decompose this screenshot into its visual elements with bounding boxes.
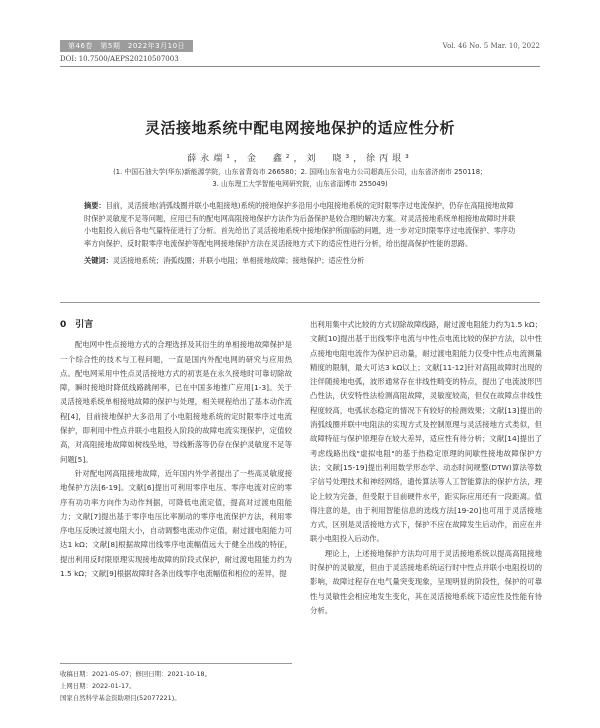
affiliation-line-1: (1. 中国石油大学(华东)新能源学院，山东省青岛市 266580；2. 国网山东省电力公司超高压公司，山东省济南市 250118； bbox=[113, 168, 487, 176]
abstract-divider bbox=[60, 302, 540, 303]
abstract-label: 摘要： bbox=[84, 201, 106, 210]
body-paragraph: 出利用集中式比较的方式切除故障线路，耐过渡电阻能力约为1.5 kΩ；文献[10]提出基于出线零序电流与中性点电流比较的保护方法，以中性点接地电阻电流作为保护启动量，耐过渡电阻能力仅受中性点电流测量精度的限制，最大可达3 kΩ以上；文献[11-12]针对高阻故障时出现的注伴随接地电弧，波形通常存在非线性畸变的特点，提出了电流波形凹凸性法，伏安特性法检测高阻故障，灵敏度较高，但仅在故障点非线性程度较高，电弧状态稳定的情况下有较好的检测效果；文献[13]提出的消弧线圈并联中电阻法的实现方式及控制原理与灵活接地方式类似，但故障特征与保护原理存在较大差异，适应性有待分析；文献[14]提出了考虑线路出线"虚拟电阻"的基于热稳定原理的间歇性接地故障保护方法；文献[15-19]提出利用数学形态学、动态时间规整(DTW)算法等数字信号处理技术和神经网络，遗传算法等人工智能算法的保护方法，理论上较为完备，但受限于目前硬件水平，距实际应用还有一段距离。值得注意的是，由于利用智能信息的选线方法[19-20]也可用于灵活接地方式，区别是灵活接地方式下，保护不应在故障发生后动作，而应在并联小电阻投入后动作。 bbox=[310, 320, 542, 544]
keywords-text: 灵活接地系统；消弧线圈；并联小电阻；单相接地故障；接地保护；适应性分析 bbox=[112, 256, 365, 266]
journal-header bbox=[60, 40, 540, 52]
body-paragraph: 针对配电网高阻接地故障，近年国内外学者提出了一些高灵敏度接地保护方法[6-19]。文献[6]提出可利用零序电压、零序电流对应的零序有功功率方向作为动作判据，可降低电流定值，提高对过渡电阻能力；文献[7]提出基于零序电压比率制动的零序电流保护方法，利用零序电压反映过渡电阻大小，自动调整电流动作定值，耐过渡电阻能力可达1 kΩ；文献[8]根据故障出线零序电流幅值远大于健全出线的特征，提出利用反时限原理实现接地故障的阶段式保护，耐过渡电阻能力约为1.5 kΩ；文献[9]根据故障时各条出线零序电流幅值和相位的差异，提 bbox=[60, 468, 292, 579]
doi[interactable]: DOI: 10.7500/AEPS20210507003 bbox=[60, 55, 179, 63]
section-heading: 0 引言 bbox=[60, 320, 94, 330]
footnote-received: 收稿日期：2021-05-07；修回日期：2021-10-18。 bbox=[60, 670, 211, 678]
paper-title: 灵活接地系统中配电网接地保护的适应性分析 bbox=[144, 119, 455, 137]
keywords-label: 关键词： bbox=[84, 256, 113, 266]
body-paragraph: 理论上，上述接地保护方法均可用于灵活接地系统以提高高阻接地时保护的灵敏度，但由于灵活接地系统运行时中性点并联小电阻投切的影响，故障过程存在电气量突变现象，呈现明显的阶段性，保护的可靠性与灵敏性会相应地发生变化，其在灵活接地系统下适应性及性能有待分析。 bbox=[310, 548, 542, 615]
body-paragraph: 配电网中性点接地方式的合理选择及其衍生的单相接地故障保护是一个综合性的技术与工程问题，一直是国内外配电网的研究与应用热点。配电网采用中性点灵活接地方式的初衷是在永久接地时可靠切除故障，瞬时接地时降低线路跳闸率，已在中国多地推广应用[1-3]。关于灵活接地系统单相接地故障的保护与处理，相关规程给出了基本动作流程[4]，目前接地保护大多沿用了小电阻接地系统的定时限零序过电流保护，即利用中性点并联小电阻投入阶段的故障电流实现保护，定值较高，对高阻接地故障如树线坠地，导线断落等仍存在保护灵敏度不足等问题[5]。 bbox=[60, 340, 292, 464]
abstract-text: 目前，灵活接地(消弧线圈并联小电阻接地)系统的接地保护多沿用小电阻接地系统的定时限零序过电流保护，仍存在高阻接地故障时保护灵敏度不足等问题，应用已有的配电网高阻接地保护方法作为后备保护是较合理的解决方案。对灵活接地系统单相接地故障时并联小电阻投入前后各电气量特征进行了分析。首先给出了灵活接地系统中接地保护所面临的问题，进一步对定时限零序过电流保护、零序功率方向保护、反时限零序电流保护等配电网接地保护方法在灵活接地方式下的适应性进行分析，给出提高保护性能的思路。 bbox=[84, 201, 516, 248]
author-list: 薛永端¹，金 鑫²，刘 晓³，徐丙垠³ bbox=[187, 154, 413, 164]
left-column bbox=[60, 318, 292, 581]
footnote-funding: 国家自然科学基金资助项目(52077221)。 bbox=[60, 693, 181, 702]
right-column bbox=[310, 318, 542, 618]
keywords bbox=[84, 255, 520, 268]
footnote-online: 上网日期：2022-01-17。 bbox=[60, 681, 136, 690]
abstract bbox=[84, 200, 520, 250]
affiliation-line-2: 3. 山东理工大学智能电网研究院，山东省淄博市 255049) bbox=[212, 180, 388, 188]
abstract-block bbox=[84, 200, 520, 268]
issue-tag: 第46卷 第5期 2022年3月10日 bbox=[60, 40, 193, 52]
header-divider bbox=[60, 66, 540, 67]
footnotes bbox=[60, 669, 292, 704]
volume-info: Vol. 46 No. 5 Mar. 10, 2022 bbox=[442, 42, 540, 50]
footnote-divider bbox=[60, 663, 292, 664]
